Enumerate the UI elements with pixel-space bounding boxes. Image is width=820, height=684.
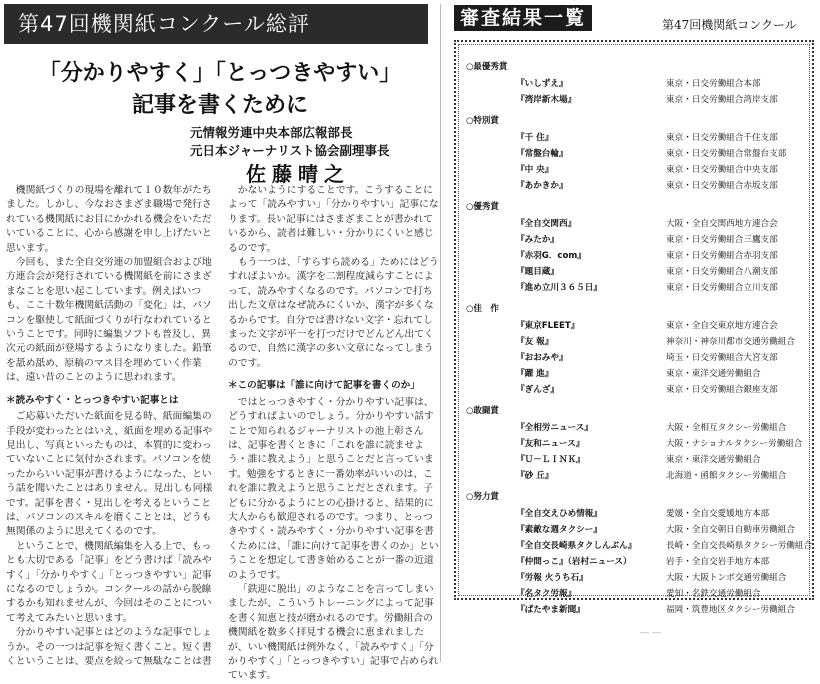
organization: 東京・日交労働組合湾岸支部: [666, 95, 778, 105]
footer-mark: ― ―: [640, 628, 661, 638]
newsletter-name: 『赤羽G．com』: [516, 251, 586, 261]
organization: 東京・日交労働組合三鷹支部: [666, 235, 778, 245]
organization: 大阪・全自交朝日自動車労働組合: [666, 525, 795, 535]
newsletter-name: 『全相労ニュース』: [516, 423, 593, 433]
article-column-1: [6, 184, 218, 669]
organization: 大阪・全自交関西地方連合会: [666, 219, 778, 229]
organization: 愛知・名鉄交通労働組合: [666, 589, 761, 599]
paragraph: かないようにすることです。こうすることによって「読みやすい」「分かりやすい」記事になります。長い記事にはさまざまことが書かれているから、読者は難しい・分かりにくいと感じるのです。: [228, 185, 439, 254]
newsletter-name: 『湾岸新木場』: [516, 95, 577, 105]
article-banner: 第47回機関紙コンクール総評: [4, 4, 428, 44]
newsletter-name: 『友和ニュース』: [516, 439, 585, 449]
newsletter-name: 『ぱたやま新聞』: [516, 605, 585, 615]
newsletter-name: 『素敵な週タクシー』: [516, 525, 602, 535]
organization: 愛媛・全自交愛媛地方本部: [666, 509, 770, 519]
headline-line-1: 「分かりやすく」「とっつきやすい」: [38, 60, 402, 86]
paragraph: 機関紙づくりの現場を離れて１０数年がたちました。しかし、今なおさまざま職場で発行されている機関紙にお目にかかれる機会をいただいていることに、心から感謝を申し上げたいと思います。: [6, 185, 212, 254]
category-label: ○努力賞: [466, 492, 499, 502]
organization: 東京・日交労働組合本部: [666, 79, 761, 89]
headline-line-2: 記事を書くために: [131, 92, 308, 118]
organization: 東京・日交労働組合常盤台支部: [666, 149, 787, 159]
organization: 東京・日交労働組合千住支部: [666, 133, 778, 143]
newsletter-name: 『名タク労報』: [516, 589, 577, 599]
organization: 東京・日交労働組合赤坂支部: [666, 181, 778, 191]
organization: 岩手・全自交岩手地方本部: [666, 557, 770, 567]
organization: 東京・全自交東京地方連合会: [666, 321, 778, 331]
newsletter-name: 『全自交関西』: [516, 219, 577, 229]
newsletter-name: 『東京FLEET』: [516, 321, 580, 331]
newsletter-name: 『友 報』: [516, 337, 554, 347]
paragraph: ということで、機関紙編集を入る上で、もっとも大切である「記事」をどう書けば「読みやすく」「分かりやすく」「とっつきやすい」記事になるのでしょうか。コンクールの話から脱線するかも知れませんが、今回はそのことについて考えてみたいと思います。: [6, 540, 212, 624]
newsletter-name: 『おおみや』: [516, 353, 568, 363]
newsletter-name: 『みたか』: [516, 235, 559, 245]
organization: 神奈川・神奈川都市交通労働組合: [666, 337, 795, 347]
newsletter-name: 『労報 火うち石』: [516, 573, 588, 583]
organization: 長崎・全自交長崎県タクシー労働組合: [666, 541, 813, 551]
section-subheading: ＊読みやすく・とっつきやすい記事とは: [6, 394, 179, 406]
organization: 東京・東洋交通労働組合: [666, 369, 761, 379]
organization: 大阪・ナショナルタクシー労働組合: [666, 439, 803, 449]
newsletter-name: 『砂 丘』: [516, 471, 554, 481]
newsletter-name: 『中 央』: [516, 165, 554, 175]
paragraph: 今回も、また全自交労連の加盟組合および地方連合会が発行されている機関紙を前にさまざまなことを思い起こしています。例えばいつも、ここ十数年機関紙活動の「変化」は、パソコンを駆使して紙面づくりが行なわれているということです。同時に編集ソフトも普及し、異次元の紙面が登場するようになりました。鉛筆を舐め舐め、原稿のマス目を埋めていく作業は、遠い昔のことのように思われます。: [6, 257, 212, 384]
paragraph: もう一つは、「すらすら読める」ためにはどうすればよいか。漢字を二割程度減らすことによって、読みやすくなるのです。パソコンで打ち出した文章はなぜ読みにくいか、漢字が多くなるからです。自分では書けない文字・忘れてしまった文字が平一を打つだけでどんどん出てくるので、自然に漢字の多い文章になってしまうのです。: [228, 257, 439, 369]
organization: 東京・日交労働組合銀座支部: [666, 385, 778, 395]
newsletter-name: 『常盤台輪』: [516, 149, 568, 159]
article-column-2: [228, 184, 440, 684]
category-label: ○佳 作: [466, 304, 499, 314]
author-name: 佐藤晴之: [246, 162, 350, 186]
newsletter-name: 『千 住』: [516, 133, 554, 143]
paragraph: ご応募いただいた紙面を見る時、紙面編集の手段が変わったとはいえ、紙面を埋める記事や見出し、写真といったものは、本質的に変わっていないことに気付かされます。パソコンを使ったからいい記事が書けるようになった、という話を聞いたことはありません。見出しも同様です。記事を書く・見出しを考えるということは、パソコンのスキルを磨くこととは、どうも無関係のように思えてくるのです。: [6, 411, 213, 538]
newsletter-name: 『進め立川３６５日』: [516, 283, 602, 293]
section-subheading: ＊この記事は「誰に向けて記事を書くのか」: [228, 380, 420, 392]
organization: 大阪・全相互タクシー労働組合: [666, 423, 787, 433]
bylines: [190, 124, 430, 160]
newsletter-name: 『ぎんざ』: [516, 385, 559, 395]
newsletter-name: 『Ｕ－ＬＩＮＫ』: [516, 455, 585, 465]
organization: 東京・日交労働組合赤羽支部: [666, 251, 778, 261]
organization: 大阪・大阪トンボ交通労働組合: [666, 573, 787, 583]
newsletter-name: 『あかきか』: [516, 181, 568, 191]
paragraph: ではとっつきやすく・分かりやすい記事は、どうすればよいのでしょう。分かりやすい話すことで知られるジャーナリストの池上彰さんは、記事を書くときに「これを誰に読ませよう・誰に教えよう」と思うことだと言っています。勉強をするときに一番効率がいいのは、これを誰に教えようと思うことだとされます。子どもに分かるようにとの心掛けると、結果的に大人からも歓迎されるのです。つまり、とっつきやすく・読みやすく・分かりやすい記事を書くためには、「誰に向けて記事を書くのか」ということを想定して書き始めることが一番の近道のようです。: [228, 396, 439, 581]
newsletter-name: 『仲間っこ』（岩村ニュース）: [516, 557, 632, 567]
category-label: ○特別賞: [466, 116, 499, 126]
column-divider: [440, 4, 441, 662]
category-label: ○優秀賞: [466, 202, 499, 212]
organization: 東京・日交労働組合立川支部: [666, 283, 778, 293]
results-title: 審査結果一覧: [454, 5, 592, 31]
category-label: ○敢闘賞: [466, 406, 499, 416]
newsletter-name: 『いしずえ』: [516, 79, 568, 89]
newsletter-name: 『躍 進』: [516, 369, 554, 379]
newsletter-name: 『全自交えひめ情報』: [516, 509, 602, 519]
organization: 東京・東洋交通労働組合: [666, 455, 761, 465]
newsletter-name: 『題目蔵』: [516, 267, 559, 277]
newsletter-name: 『全自交長崎県タクしんぶん』: [516, 541, 637, 551]
organization: 北海道・函館タクシー労働組合: [666, 471, 787, 481]
paragraph: 分かりやすい記事とはどのような記事でしょうか。その一つは記事を短く書くこと。短く書くということは、要点を絞って無駄なことは書: [6, 627, 212, 667]
byline-2: 元日本ジャーナリスト協会副理事長: [190, 143, 390, 158]
byline-1: 元情報労連中央本部広報部長: [190, 125, 353, 140]
organization: 東京・日交労働組合八潮支部: [666, 267, 778, 277]
results-subtitle: 第47回機関紙コンクール: [662, 18, 797, 32]
organization: 東京・日交労働組合中央支部: [666, 165, 778, 175]
organization: 埼玉・日交労働組合大宮支部: [666, 353, 778, 363]
organization: 福岡・筑豊地区タクシー労働組合: [666, 605, 795, 615]
paragraph: 「鉄迎に脱出」のようなことを言ってしまいましたが、こういうトレーニングによって記事を書く知恵と技が磨かれるのです。労働組合の機関紙を数多く拝見する機会に恵まれましたが、いい機関紙は例外なく、「読みやすく」「分かりやすく」「とっつきやすい」記事で占められています。: [228, 583, 439, 682]
category-label: ○最優秀賞: [466, 62, 508, 72]
